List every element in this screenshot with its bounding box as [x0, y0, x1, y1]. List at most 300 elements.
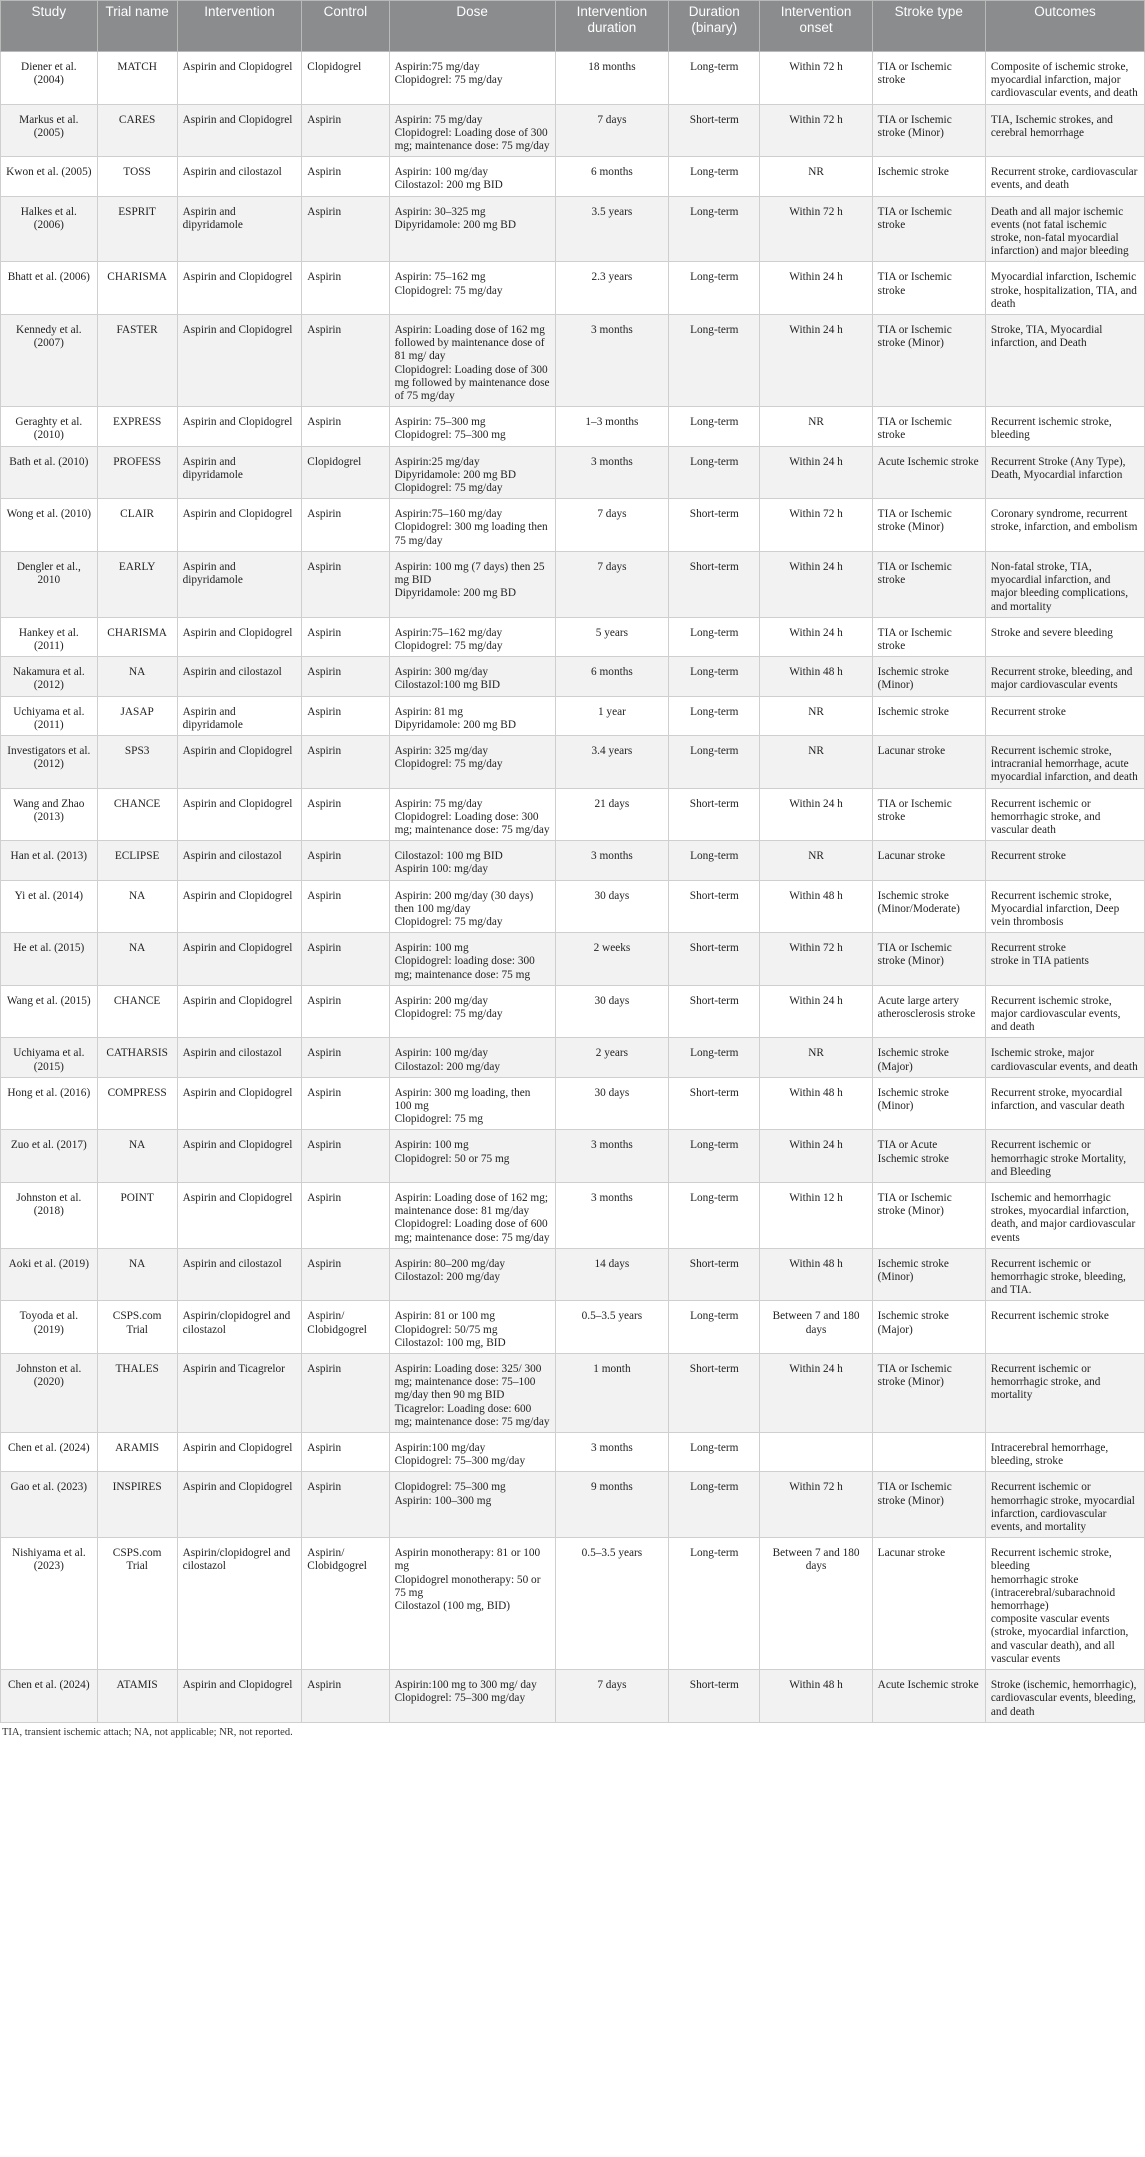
column-header: Duration (binary): [669, 1, 760, 52]
table-cell: Aspirin and Clopidogrel: [177, 933, 302, 986]
table-cell: Ischemic stroke, major cardiovascular events, and death: [985, 1038, 1144, 1077]
table-cell: Aspirin: 200 mg/day Clopidogrel: 75 mg/day: [389, 985, 555, 1038]
table-cell: Ischemic stroke (Minor): [872, 1077, 985, 1130]
table-cell: TIA or Ischemic stroke: [872, 262, 985, 315]
table-cell: Hong et al. (2016): [1, 1077, 98, 1130]
table-cell: Recurrent stroke: [985, 696, 1144, 735]
table-cell: Aspirin: Loading dose: 325/ 300 mg; maintenance dose: 75–100 mg/day then 90 mg BID Ticagrelor: Loading dose: 600 mg; maintenance dose: 75 mg/day: [389, 1354, 555, 1433]
table-cell: TIA or Ischemic stroke: [872, 52, 985, 105]
table-cell: Aspirin and cilostazol: [177, 657, 302, 696]
table-cell: NR: [760, 735, 872, 788]
table-row: [1, 157, 1145, 196]
table-cell: Aspirin:75 mg/day Clopidogrel: 75 mg/day: [389, 52, 555, 105]
table-cell: 3 months: [555, 315, 668, 407]
table-cell: Wang et al. (2015): [1, 985, 98, 1038]
table-row: [1, 499, 1145, 552]
table-cell: Recurrent ischemic stroke, intracranial hemorrhage, acute myocardial infarction, and death: [985, 735, 1144, 788]
table-cell: Composite of ischemic stroke, myocardial infarction, major cardiovascular events, and death: [985, 52, 1144, 105]
table-cell: Within 24 h: [760, 446, 872, 499]
table-cell: 18 months: [555, 52, 668, 105]
table-cell: Aspirin: [302, 735, 389, 788]
table-cell: Chen et al. (2024): [1, 1670, 98, 1723]
table-cell: Within 24 h: [760, 985, 872, 1038]
table-cell: Long-term: [669, 735, 760, 788]
table-cell: PROFESS: [97, 446, 177, 499]
table-row: [1, 1183, 1145, 1249]
table-cell: Long-term: [669, 1472, 760, 1538]
table-cell: Death and all major ischemic events (not fatal ischemic stroke, non-fatal myocardial infarction) and major bleeding: [985, 196, 1144, 262]
table-cell: Within 72 h: [760, 196, 872, 262]
table-cell: Nishiyama et al. (2023): [1, 1538, 98, 1670]
table-row: [1, 407, 1145, 446]
table-cell: 3.5 years: [555, 196, 668, 262]
table-cell: 3 months: [555, 1433, 668, 1472]
table-cell: Within 48 h: [760, 1670, 872, 1723]
table-cell: Aspirin/clopidogrel and cilostazol: [177, 1538, 302, 1670]
table-cell: Aspirin and Clopidogrel: [177, 788, 302, 841]
table-cell: Lacunar stroke: [872, 841, 985, 880]
table-cell: Within 72 h: [760, 52, 872, 105]
table-cell: Myocardial infarction, Ischemic stroke, hospitalization, TIA, and death: [985, 262, 1144, 315]
table-cell: Long-term: [669, 1130, 760, 1183]
table-cell: Aspirin: 300 mg/day Cilostazol:100 mg BID: [389, 657, 555, 696]
table-cell: Aspirin: [302, 1433, 389, 1472]
table-cell: COMPRESS: [97, 1077, 177, 1130]
table-cell: Aspirin and cilostazol: [177, 841, 302, 880]
table-cell: 3 months: [555, 1130, 668, 1183]
table-cell: Aspirin and Clopidogrel: [177, 617, 302, 656]
table-cell: Aspirin and Clopidogrel: [177, 52, 302, 105]
table-cell: Within 72 h: [760, 104, 872, 157]
table-cell: Within 48 h: [760, 657, 872, 696]
table-cell: TIA or Ischemic stroke (Minor): [872, 104, 985, 157]
table-row: [1, 1538, 1145, 1670]
table-cell: Aspirin: [302, 985, 389, 1038]
table-cell: ARAMIS: [97, 1433, 177, 1472]
table-cell: TIA or Ischemic stroke (Minor): [872, 1354, 985, 1433]
table-cell: Aspirin/ Clobidgogrel: [302, 1301, 389, 1354]
header-row: [1, 1, 1145, 52]
table-cell: Geraghty et al. (2010): [1, 407, 98, 446]
table-cell: SPS3: [97, 735, 177, 788]
table-cell: NA: [97, 1248, 177, 1301]
table-row: [1, 696, 1145, 735]
table-cell: Long-term: [669, 1038, 760, 1077]
table-cell: Short-term: [669, 551, 760, 617]
table-cell: Aspirin: [302, 1472, 389, 1538]
table-body: [1, 52, 1145, 1723]
table-cell: NR: [760, 157, 872, 196]
table-cell: 7 days: [555, 551, 668, 617]
table-cell: Within 24 h: [760, 617, 872, 656]
table-cell: Aspirin: [302, 262, 389, 315]
table-cell: 30 days: [555, 985, 668, 1038]
table-cell: 30 days: [555, 880, 668, 933]
table-cell: Short-term: [669, 985, 760, 1038]
table-cell: He et al. (2015): [1, 933, 98, 986]
table-cell: Within 72 h: [760, 933, 872, 986]
table-cell: NA: [97, 1130, 177, 1183]
table-cell: Short-term: [669, 1248, 760, 1301]
table-cell: Aspirin: [302, 880, 389, 933]
table-cell: Within 24 h: [760, 315, 872, 407]
table-cell: Aspirin and cilostazol: [177, 1248, 302, 1301]
table-cell: Aspirin: [302, 1248, 389, 1301]
table-cell: Recurrent ischemic or hemorrhagic stroke Mortality, and Bleeding: [985, 1130, 1144, 1183]
table-cell: Ischemic stroke: [872, 696, 985, 735]
table-cell: Stroke and severe bleeding: [985, 617, 1144, 656]
table-cell: MATCH: [97, 52, 177, 105]
table-row: [1, 1472, 1145, 1538]
table-cell: Intracerebral hemorrhage, bleeding, stroke: [985, 1433, 1144, 1472]
table-cell: Short-term: [669, 880, 760, 933]
table-cell: Recurrent ischemic or hemorrhagic stroke, bleeding, and TIA.: [985, 1248, 1144, 1301]
table-cell: Ischemic stroke (Minor/Moderate): [872, 880, 985, 933]
table-cell: Aspirin and dipyridamole: [177, 196, 302, 262]
table-cell: Aspirin and cilostazol: [177, 157, 302, 196]
table-cell: Short-term: [669, 1354, 760, 1433]
table-cell: Yi et al. (2014): [1, 880, 98, 933]
table-cell: Aspirin and Clopidogrel: [177, 499, 302, 552]
table-cell: Non-fatal stroke, TIA, myocardial infarction, and major bleeding complications, and mortality: [985, 551, 1144, 617]
table-cell: Lacunar stroke: [872, 1538, 985, 1670]
table-cell: 7 days: [555, 499, 668, 552]
table-cell: Uchiyama et al. (2015): [1, 1038, 98, 1077]
table-cell: Long-term: [669, 696, 760, 735]
table-cell: [760, 1433, 872, 1472]
table-cell: CATHARSIS: [97, 1038, 177, 1077]
table-cell: Stroke, TIA, Myocardial infarction, and Death: [985, 315, 1144, 407]
table-cell: TIA or Ischemic stroke (Minor): [872, 499, 985, 552]
table-cell: Aspirin/ Clobidgogrel: [302, 1538, 389, 1670]
table-cell: Aspirin and Clopidogrel: [177, 1077, 302, 1130]
table-cell: Aspirin and Clopidogrel: [177, 1130, 302, 1183]
table-cell: ESPRIT: [97, 196, 177, 262]
table-cell: Bhatt et al. (2006): [1, 262, 98, 315]
table-cell: Aspirin: [302, 551, 389, 617]
table-cell: Ischemic stroke (Minor): [872, 1248, 985, 1301]
table-cell: Halkes et al. (2006): [1, 196, 98, 262]
table-cell: Aspirin: 100 mg/day Cilostazol: 200 mg/day: [389, 1038, 555, 1077]
table-cell: Recurrent ischemic stroke, bleeding: [985, 407, 1144, 446]
table-cell: Aspirin: 81 mg Dipyridamole: 200 mg BD: [389, 696, 555, 735]
table-cell: Johnston et al. (2018): [1, 1183, 98, 1249]
table-cell: Within 48 h: [760, 1248, 872, 1301]
table-cell: Kennedy et al. (2007): [1, 315, 98, 407]
table-cell: 2.3 years: [555, 262, 668, 315]
table-cell: Nakamura et al. (2012): [1, 657, 98, 696]
table-cell: Aspirin: [302, 617, 389, 656]
table-cell: Aspirin: [302, 1354, 389, 1433]
table-cell: 0.5–3.5 years: [555, 1301, 668, 1354]
table-cell: Within 24 h: [760, 1354, 872, 1433]
table-cell: Aspirin: [302, 696, 389, 735]
table-cell: CHANCE: [97, 985, 177, 1038]
table-cell: EARLY: [97, 551, 177, 617]
table-cell: Aspirin monotherapy: 81 or 100 mg Clopidogrel monotherapy: 50 or 75 mg Cilostazol (100 mg, BID): [389, 1538, 555, 1670]
table-cell: Recurrent stroke stroke in TIA patients: [985, 933, 1144, 986]
table-cell: Ischemic and hemorrhagic strokes, myocardial infarction, death, and major cardiovascular events: [985, 1183, 1144, 1249]
table-cell: Aspirin: [302, 499, 389, 552]
table-cell: Within 24 h: [760, 788, 872, 841]
table-cell: Diener et al. (2004): [1, 52, 98, 105]
table-cell: INSPIRES: [97, 1472, 177, 1538]
table-cell: NA: [97, 933, 177, 986]
table-cell: Aspirin: 75 mg/day Clopidogrel: Loading dose of 300 mg; maintenance dose: 75 mg/day: [389, 104, 555, 157]
table-cell: TIA or Acute Ischemic stroke: [872, 1130, 985, 1183]
table-cell: Recurrent ischemic or hemorrhagic stroke, and vascular death: [985, 788, 1144, 841]
table-cell: Recurrent stroke, cardiovascular events, and death: [985, 157, 1144, 196]
table-cell: Wong et al. (2010): [1, 499, 98, 552]
table-cell: 6 months: [555, 657, 668, 696]
table-cell: Aspirin and Clopidogrel: [177, 104, 302, 157]
table-cell: TIA or Ischemic stroke (Minor): [872, 1183, 985, 1249]
table-row: [1, 1077, 1145, 1130]
table-row: [1, 1130, 1145, 1183]
table-cell: CHARISMA: [97, 262, 177, 315]
table-cell: Aspirin and Clopidogrel: [177, 735, 302, 788]
table-cell: TIA or Ischemic stroke (Minor): [872, 933, 985, 986]
table-cell: 14 days: [555, 1248, 668, 1301]
table-cell: 9 months: [555, 1472, 668, 1538]
table-cell: Long-term: [669, 1183, 760, 1249]
table-cell: Aspirin: 100 mg Clopidogrel: loading dose: 300 mg; maintenance dose: 75 mg: [389, 933, 555, 986]
table-cell: NA: [97, 657, 177, 696]
table-cell: Ischemic stroke: [872, 157, 985, 196]
table-cell: Johnston et al. (2020): [1, 1354, 98, 1433]
table-cell: Aspirin: [302, 1038, 389, 1077]
table-cell: Within 48 h: [760, 1077, 872, 1130]
column-header: Trial name: [97, 1, 177, 52]
table-cell: Aspirin: [302, 1183, 389, 1249]
table-cell: Aspirin and Ticagrelor: [177, 1354, 302, 1433]
table-row: [1, 262, 1145, 315]
table-cell: Aspirin:100 mg/day Clopidogrel: 75–300 mg/day: [389, 1433, 555, 1472]
table-cell: 1–3 months: [555, 407, 668, 446]
table-cell: Aspirin: Loading dose of 162 mg; maintenance dose: 81 mg/day Clopidogrel: Loading dose of 600 mg; maintenance dose: 75 mg/day: [389, 1183, 555, 1249]
table-row: [1, 841, 1145, 880]
table-cell: Between 7 and 180 days: [760, 1301, 872, 1354]
table-cell: Aspirin and dipyridamole: [177, 551, 302, 617]
table-cell: Aspirin: 325 mg/day Clopidogrel: 75 mg/day: [389, 735, 555, 788]
table-cell: CHANCE: [97, 788, 177, 841]
table-cell: Ischemic stroke (Minor): [872, 657, 985, 696]
table-cell: Acute Ischemic stroke: [872, 1670, 985, 1723]
table-cell: Within 24 h: [760, 262, 872, 315]
table-cell: Aspirin and Clopidogrel: [177, 1433, 302, 1472]
table-cell: TIA or Ischemic stroke: [872, 196, 985, 262]
table-cell: Short-term: [669, 933, 760, 986]
table-row: [1, 1301, 1145, 1354]
table-cell: Aspirin: [302, 157, 389, 196]
table-cell: Long-term: [669, 315, 760, 407]
table-cell: NA: [97, 880, 177, 933]
table-cell: FASTER: [97, 315, 177, 407]
table-cell: Recurrent stroke: [985, 841, 1144, 880]
table-cell: Aspirin and Clopidogrel: [177, 1472, 302, 1538]
table-cell: Aspirin and dipyridamole: [177, 446, 302, 499]
table-cell: Within 12 h: [760, 1183, 872, 1249]
table-cell: Aspirin/clopidogrel and cilostazol: [177, 1301, 302, 1354]
table-row: [1, 735, 1145, 788]
table-row: [1, 985, 1145, 1038]
table-cell: TIA or Ischemic stroke (Minor): [872, 1472, 985, 1538]
table-row: [1, 104, 1145, 157]
table-cell: Bath et al. (2010): [1, 446, 98, 499]
table-cell: Long-term: [669, 52, 760, 105]
table-cell: TIA or Ischemic stroke: [872, 407, 985, 446]
table-cell: Investigators et al. (2012): [1, 735, 98, 788]
table-cell: Long-term: [669, 262, 760, 315]
column-header: Intervention: [177, 1, 302, 52]
table-cell: 30 days: [555, 1077, 668, 1130]
table-row: [1, 196, 1145, 262]
table-cell: Coronary syndrome, recurrent stroke, infarction, and embolism: [985, 499, 1144, 552]
table-row: [1, 1670, 1145, 1723]
table-cell: Aspirin and dipyridamole: [177, 696, 302, 735]
table-cell: Short-term: [669, 1670, 760, 1723]
table-cell: POINT: [97, 1183, 177, 1249]
table-cell: Long-term: [669, 1301, 760, 1354]
table-cell: Aspirin and Clopidogrel: [177, 1670, 302, 1723]
table-row: [1, 1038, 1145, 1077]
table-cell: Within 72 h: [760, 499, 872, 552]
table-cell: Aspirin: 100 mg (7 days) then 25 mg BID Dipyridamole: 200 mg BD: [389, 551, 555, 617]
table-cell: Within 24 h: [760, 551, 872, 617]
table-cell: Aspirin and cilostazol: [177, 1038, 302, 1077]
table-cell: Zuo et al. (2017): [1, 1130, 98, 1183]
table-cell: 1 month: [555, 1354, 668, 1433]
table-cell: Aspirin:75–160 mg/day Clopidogrel: 300 mg loading then 75 mg/day: [389, 499, 555, 552]
table-row: [1, 657, 1145, 696]
table-cell: CLAIR: [97, 499, 177, 552]
table-cell: [872, 1433, 985, 1472]
table-cell: CSPS.com Trial: [97, 1301, 177, 1354]
table-cell: Aspirin:75–162 mg/day Clopidogrel: 75 mg/day: [389, 617, 555, 656]
table-cell: Recurrent ischemic or hemorrhagic stroke, and mortality: [985, 1354, 1144, 1433]
table-cell: Aspirin: [302, 1670, 389, 1723]
table-cell: Aspirin: 30–325 mg Dipyridamole: 200 mg BD: [389, 196, 555, 262]
table-cell: 2 years: [555, 1038, 668, 1077]
table-cell: Chen et al. (2024): [1, 1433, 98, 1472]
table-row: [1, 315, 1145, 407]
table-cell: Aspirin: [302, 104, 389, 157]
table-row: [1, 52, 1145, 105]
table-row: [1, 1433, 1145, 1472]
table-cell: Cilostazol: 100 mg BID Aspirin 100: mg/day: [389, 841, 555, 880]
table-cell: CARES: [97, 104, 177, 157]
table-cell: Acute large artery atherosclerosis stroke: [872, 985, 985, 1038]
table-cell: Han et al. (2013): [1, 841, 98, 880]
table-cell: 0.5–3.5 years: [555, 1538, 668, 1670]
table-cell: Short-term: [669, 104, 760, 157]
table-cell: Long-term: [669, 841, 760, 880]
table-cell: 3 months: [555, 841, 668, 880]
table-cell: TIA or Ischemic stroke: [872, 551, 985, 617]
table-cell: Aspirin and Clopidogrel: [177, 880, 302, 933]
table-cell: Stroke (ischemic, hemorrhagic), cardiovascular events, bleeding, and death: [985, 1670, 1144, 1723]
table-cell: NR: [760, 407, 872, 446]
table-cell: Aspirin:25 mg/day Dipyridamole: 200 mg BD Clopidogrel: 75 mg/day: [389, 446, 555, 499]
table-cell: Wang and Zhao (2013): [1, 788, 98, 841]
table-cell: Aspirin and Clopidogrel: [177, 1183, 302, 1249]
table-cell: Markus et al. (2005): [1, 104, 98, 157]
table-cell: Aspirin and Clopidogrel: [177, 985, 302, 1038]
table-cell: Aspirin: [302, 788, 389, 841]
table-cell: Long-term: [669, 446, 760, 499]
table-cell: Kwon et al. (2005): [1, 157, 98, 196]
column-header: Dose: [389, 1, 555, 52]
table-cell: TIA or Ischemic stroke: [872, 788, 985, 841]
table-cell: TIA, Ischemic strokes, and cerebral hemorrhage: [985, 104, 1144, 157]
table-cell: Ischemic stroke (Major): [872, 1038, 985, 1077]
table-cell: Recurrent ischemic stroke, major cardiovascular events, and death: [985, 985, 1144, 1038]
table-cell: NR: [760, 696, 872, 735]
table-cell: Dengler et al., 2010: [1, 551, 98, 617]
table-cell: Clopidogrel: [302, 52, 389, 105]
table-cell: Aspirin: 200 mg/day (30 days) then 100 mg/day Clopidogrel: 75 mg/day: [389, 880, 555, 933]
table-cell: Aspirin: 300 mg loading, then 100 mg Clopidogrel: 75 mg: [389, 1077, 555, 1130]
table-cell: Recurrent ischemic stroke, Myocardial infarction, Deep vein thrombosis: [985, 880, 1144, 933]
table-cell: Aoki et al. (2019): [1, 1248, 98, 1301]
table-cell: Toyoda et al. (2019): [1, 1301, 98, 1354]
table-cell: Recurrent ischemic stroke, bleeding hemorrhagic stroke (intracerebral/subarachnoid hemorrhage) composite vascular events (stroke, myocardial infarction, and vascular death), and all vascular events: [985, 1538, 1144, 1670]
table-cell: Within 24 h: [760, 1130, 872, 1183]
table-row: [1, 933, 1145, 986]
table-cell: 1 year: [555, 696, 668, 735]
table-cell: Long-term: [669, 657, 760, 696]
table-cell: Long-term: [669, 1433, 760, 1472]
table-footnote: TIA, transient ischemic attach; NA, not applicable; NR, not reported.: [2, 1726, 293, 1738]
table-cell: Aspirin: 100 mg Clopidogrel: 50 or 75 mg: [389, 1130, 555, 1183]
column-header: Intervention duration: [555, 1, 668, 52]
table-cell: 7 days: [555, 1670, 668, 1723]
table-cell: ECLIPSE: [97, 841, 177, 880]
table-cell: 7 days: [555, 104, 668, 157]
table-cell: 5 years: [555, 617, 668, 656]
table-cell: EXPRESS: [97, 407, 177, 446]
table-row: [1, 446, 1145, 499]
table-cell: Clopidogrel: 75–300 mg Aspirin: 100–300 mg: [389, 1472, 555, 1538]
table-cell: TIA or Ischemic stroke: [872, 617, 985, 656]
table-cell: Aspirin: [302, 1077, 389, 1130]
table-cell: Between 7 and 180 days: [760, 1538, 872, 1670]
table-cell: Aspirin and Clopidogrel: [177, 315, 302, 407]
table-cell: Long-term: [669, 157, 760, 196]
table-row: [1, 551, 1145, 617]
table-cell: Recurrent ischemic stroke: [985, 1301, 1144, 1354]
table-cell: NR: [760, 1038, 872, 1077]
table-cell: Recurrent Stroke (Any Type), Death, Myocardial infarction: [985, 446, 1144, 499]
table-cell: TIA or Ischemic stroke (Minor): [872, 315, 985, 407]
column-header: Control: [302, 1, 389, 52]
table-cell: Aspirin:100 mg to 300 mg/ day Clopidogrel: 75–300 mg/day: [389, 1670, 555, 1723]
table-cell: TOSS: [97, 157, 177, 196]
table-cell: Aspirin and Clopidogrel: [177, 407, 302, 446]
table-cell: Short-term: [669, 1077, 760, 1130]
table-cell: Aspirin: 100 mg/day Cilostazol: 200 mg BID: [389, 157, 555, 196]
table-cell: Long-term: [669, 1538, 760, 1670]
table-cell: Uchiyama et al. (2011): [1, 696, 98, 735]
table-cell: Recurrent ischemic or hemorrhagic stroke, myocardial infarction, cardiovascular events, and mortality: [985, 1472, 1144, 1538]
table-cell: Long-term: [669, 196, 760, 262]
table-cell: JASAP: [97, 696, 177, 735]
table-cell: Aspirin: 75 mg/day Clopidogrel: Loading dose: 300 mg; maintenance dose: 75 mg/day: [389, 788, 555, 841]
table-cell: Acute Ischemic stroke: [872, 446, 985, 499]
column-header: Stroke type: [872, 1, 985, 52]
table-cell: Aspirin: [302, 196, 389, 262]
table-cell: Ischemic stroke (Major): [872, 1301, 985, 1354]
